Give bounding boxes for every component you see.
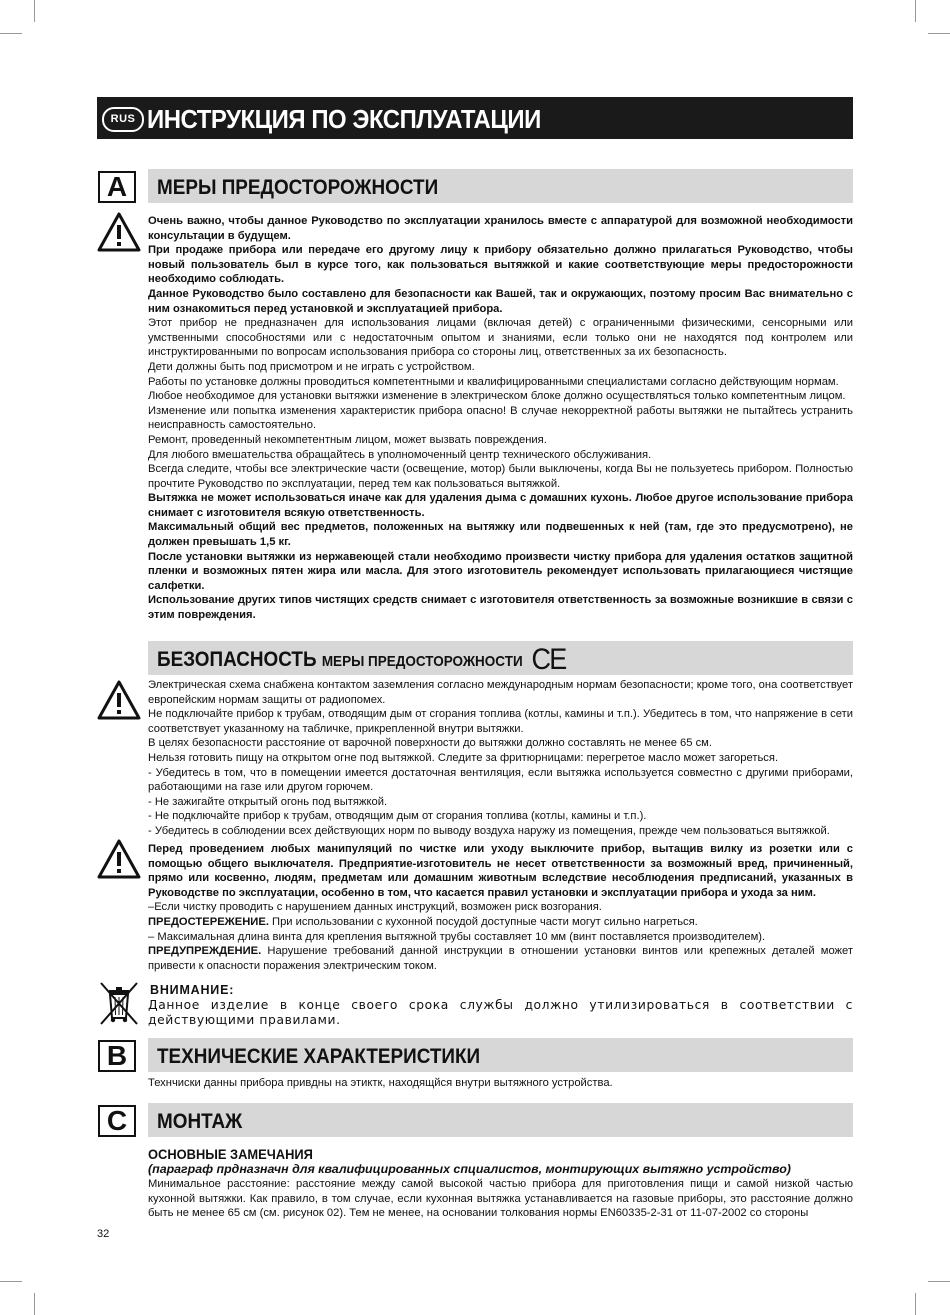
paragraph: Вытяжка не может использоваться иначе как для удаления дыма с домашних кухонь. Любое другое использование прибора снимает с изготовителя всякую ответственность. xyxy=(148,492,853,519)
warning-text: Нарушение требований данной инструкции в отношении установки винтов или крепежных деталей может привести к опасности поражения электрическим током. xyxy=(148,945,853,972)
paragraph: При продаже прибора или передаче его другому лицу к прибору обязательно должно прилагаться Руководство, чтобы новый пользователь был в курсе того, как пользоваться вытяжкой и какие соответствующие меры предосторожности необходимо соблюдать. xyxy=(148,244,853,286)
page-title: ИНСТРУКЦИЯ ПО ЭКСПЛУАТАЦИИ xyxy=(147,104,541,134)
paragraph: В целях безопасности расстояние от варочной поверхности до вытяжки должно составлять не менее 65 см. xyxy=(148,737,712,750)
notes-title: ОСНОВНЫЕ ЗАМЕЧАНИЯ xyxy=(148,1146,313,1162)
section-header-b xyxy=(148,1038,853,1072)
crop-mark xyxy=(915,1293,916,1315)
paragraph: - Не подключайте прибор к трубам, отводящим дым от сгорания топлива (котлы, камины и т.п.). xyxy=(148,810,647,823)
paragraph: Всегда следите, чтобы все электрические части (освещение, мотор) были выключены, когда Вы не пользуетесь прибором. Полностью прочтите Руководство по эксплуатации, перед тем как пользоваться вытяжкой. xyxy=(148,463,853,490)
page-number: 32 xyxy=(97,1228,110,1240)
crossed-bin-icon xyxy=(97,980,141,1026)
section-letter-a: A xyxy=(98,171,136,203)
crop-mark xyxy=(915,0,916,22)
paragraph: Работы по установке должны проводиться компетентными и квалифицированными специалистами согласно действующим нормам. xyxy=(148,375,839,388)
caution-text: При использовании с кухонной посудой доступные части могут сильно нагреться. xyxy=(268,915,698,928)
section-header-a xyxy=(148,169,853,203)
paragraph: Электрическая схема снабжена контактом заземления согласно международным нормам безопасности; кроме того, она соответствует европейским нормам защиты от радиопомех. xyxy=(148,679,853,706)
paragraph: Перед проведением любых манипуляций по чистке или уходу выключите прибор, вытащив вилку из розетки или с помощью общего выключателя. Предприятие-изготовитель не несет ответственности за возможный вред, причиненный, прямо или косвенно, людям, предметам или домашним животным вследствие несоблюдения предписаний, указанных в Руководстве по эксплуатации, особенно в том, что касается правил установки и эксплуатации прибора и ухода за ним. xyxy=(148,843,853,899)
paragraph: - Не зажигайте открытый огонь под вытяжкой. xyxy=(148,795,388,808)
paragraph: - Убедитесь в том, что в помещении имеется достаточная вентиляция, если вытяжка используется совместно с другими приборами, работающими на газе или другом горючем. xyxy=(148,766,853,794)
section-letter-b: B xyxy=(98,1040,136,1072)
warning-label: ПРЕДУПРЕЖДЕНИЕ. xyxy=(148,945,262,958)
paragraph: Использование других типов чистящих средств снимает с изготовителя ответственность за возможные возникшие в связи с этим повреждения. xyxy=(148,594,853,622)
paragraph xyxy=(148,944,853,973)
paragraph: – Максимальная длина винта для крепления вытяжной трубы составляет 10 мм (винт поставляется производителем). xyxy=(148,930,766,943)
paragraph: Нельзя готовить пищу на открытом огне под вытяжкой. Следите за фритюрницами: перегретое масло может загореться. xyxy=(148,751,779,764)
paragraph: Минимальное расстояние: расстояние между самой высокой частью прибора для приготовления пищи и самой низкой частью кухонной вытяжки. Как правило, в том случае, если кухонная вытяжка устанавливается на газовые приборы, это расстояние должно быть не менее 65 см (см. рисунок 02). Тем не менее, на основании толкования нормы EN60335-2-31 от 11-07-2002 со стороны xyxy=(148,1178,853,1220)
crop-mark xyxy=(34,0,35,22)
section-title-a: МЕРЫ ПРЕДОСТОРОЖНОСТИ xyxy=(157,176,439,199)
language-badge: RUS xyxy=(102,107,144,132)
section-title-c: МОНТАЖ xyxy=(157,1110,243,1133)
safety-text-2 xyxy=(148,842,853,973)
paragraph: Любое необходимое для установки вытяжки изменение в электрическом блоке должно осуществляться только компетентным лицом. xyxy=(148,390,846,403)
paragraph: Этот прибор не предназначен для использования лицами (включая детей) с ограниченными физическими, сенсорными или умственными способностями или с недостаточным опытом и знаниями, если только они не находятся под контролем или инструктированными по вопросам использования прибора со стороны лиц, ответственных за их безопасность. xyxy=(148,317,853,359)
attention-text: Данное изделие в конце своего срока службы должно утилизироваться в соответствии с действующими правилами. xyxy=(148,998,853,1027)
safety-title-small: МЕРЫ ПРЕДОСТОРОЖНОСТИ xyxy=(321,653,523,670)
paragraph: Ремонт, проведенный некомпетентным лицом, может вызвать повреждения. xyxy=(148,433,547,446)
crop-mark xyxy=(34,1293,35,1315)
installation-text xyxy=(148,1177,853,1221)
safety-text-1 xyxy=(148,678,853,839)
section-letter-c: C xyxy=(98,1105,136,1137)
warning-triangle-icon xyxy=(97,839,141,879)
warning-triangle-icon xyxy=(97,680,141,720)
paragraph xyxy=(148,915,853,930)
paragraph: Данное Руководство было составлено для безопасности как Вашей, так и окружающих, поэтому просим Вас внимательно с ним ознакомиться перед установкой и эксплуатацией прибора. xyxy=(148,287,853,315)
paragraph: Не подключайте прибор к трубам, отводящим дым от сгорания топлива (котлы, камины и т.п.). Убедитесь в том, что напряжение в сети соответствует указанному на табличке, прикрепленной внутри вытяжки. xyxy=(148,708,853,735)
title-banner xyxy=(97,97,853,139)
section-title-b: ТЕХНИЧЕСКИЕ ХАРАКТЕРИСТИКИ xyxy=(157,1045,481,1068)
ce-mark-icon: CE xyxy=(531,643,566,676)
paragraph: Для любого вмешательства обращайтесь в уполномоченный центр технического обслуживания. xyxy=(148,448,652,461)
caution-label: ПРЕДОСТЕРЕЖЕНИЕ. xyxy=(148,915,269,928)
crop-mark xyxy=(928,33,950,34)
paragraph: Изменение или попытка изменения характеристик прибора опасно! В случае некорректной работы вытяжки не пытайтесь устранить неисправность самостоятельно. xyxy=(148,404,853,432)
safety-title-big: БЕЗОПАСНОСТЬ xyxy=(157,648,317,671)
warning-triangle-icon xyxy=(97,212,141,252)
tech-specs-text: Технчиски данны прибора привдны на этиктк, находящйся внутри вытяжного устройства. xyxy=(148,1077,613,1089)
paragraph: Максимальный общий вес предметов, положенных на вытяжку или подвешенных к ней (там, где это предусмотрено), не должен превышать 1,5 кг. xyxy=(148,521,853,549)
paragraph: Очень важно, чтобы данное Руководство по эксплуатации хранилось вместе с аппаратурой для возможной необходимости консультации в будущем. xyxy=(148,215,853,242)
crop-mark xyxy=(0,33,22,34)
paragraph: –Если чистку проводить с нарушением данных инструкций, возможен риск возгорания. xyxy=(148,901,602,914)
crop-mark xyxy=(0,1281,22,1282)
notes-subtitle: (параграф прдназначн для квалифицированных спциалистов, монтирующих вытяжно устройство) xyxy=(148,1162,791,1176)
section-title-safety xyxy=(157,643,566,676)
section-header-safety xyxy=(148,641,853,675)
crop-mark xyxy=(928,1281,950,1282)
precautions-text xyxy=(148,214,853,623)
paragraph: - Убедитесь в соблюдении всех действующих норм по выводу воздуха наружу из помещения, прежде чем пользоваться вытяжкой. xyxy=(148,824,830,837)
attention-title: ВНИМАНИЕ: xyxy=(150,983,235,997)
paragraph: После установки вытяжки из нержавеющей стали необходимо произвести чистку прибора для удаления остатков защитной пленки и возможных пятен жира или масла. Для этого изготовитель рекомендует использовать прилагающиеся чистящие салфетки. xyxy=(148,550,853,592)
paragraph: Дети должны быть под присмотром и не играть с устройством. xyxy=(148,360,475,373)
section-header-c xyxy=(148,1103,853,1137)
